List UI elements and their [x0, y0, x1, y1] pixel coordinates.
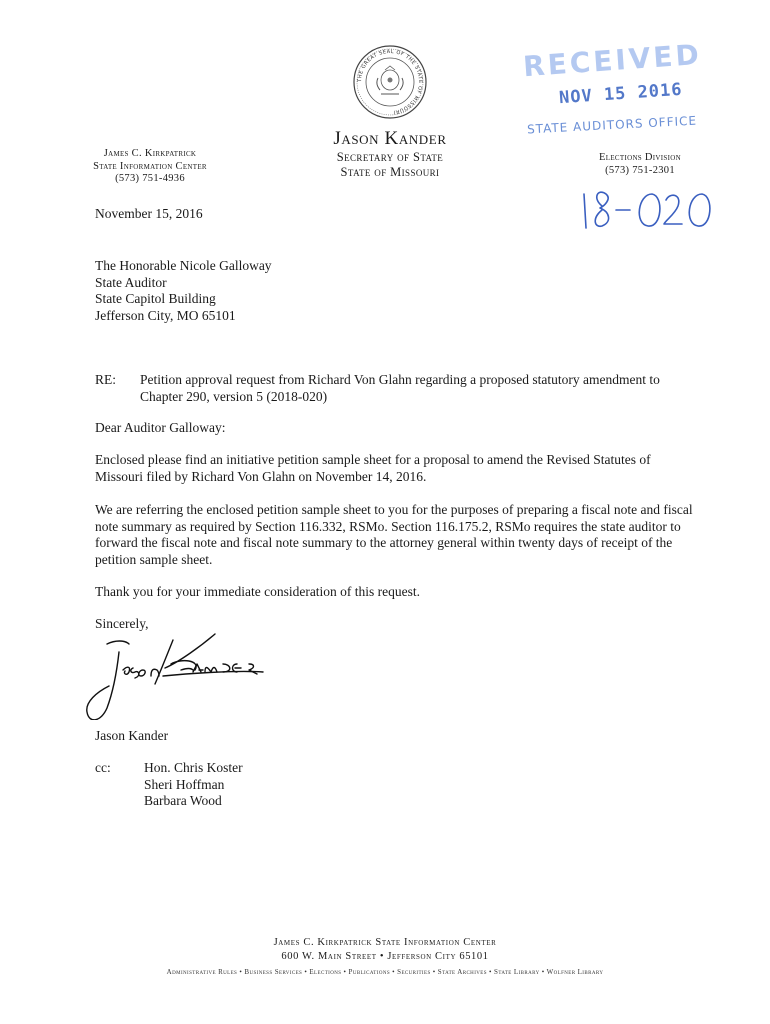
recipient-address	[95, 258, 272, 324]
re-label: RE:	[95, 372, 117, 387]
header-left-block	[60, 148, 240, 186]
header-right-block	[560, 152, 720, 177]
signer-name: Jason Kander	[95, 728, 169, 743]
header-right-line: Elections Division	[599, 152, 681, 163]
handwritten-signature	[85, 630, 275, 720]
footer-address: 600 W. Main Street • Jefferson City 65101	[281, 951, 489, 962]
stamp-date: NOV 15 2016	[558, 79, 684, 109]
header-left-line: (573) 751-4936	[115, 173, 185, 184]
body-paragraph: We are referring the enclosed petition sample sheet to you for the purposes of preparing a fiscal note and fiscal note summary as required by Section 116.332, RSMo. Section 116.175.2, RSMo requires the state auditor to forward the fiscal note and fiscal note summary to the attorney general within twenty days of receipt of the petition sample sheet.	[95, 502, 693, 567]
salutation: Dear Auditor Galloway:	[95, 420, 226, 435]
re-subject: Petition approval request from Richard Von Glahn regarding a proposed statutory amendment to Chapter 290, version 5 (2018-020)	[140, 372, 660, 404]
address-line: State Capitol Building	[95, 291, 216, 306]
cc-recipient: Hon. Chris Koster	[144, 760, 243, 775]
stamp-received-text: RECEIVED	[522, 37, 703, 84]
secretary-title: Secretary of State	[336, 150, 444, 164]
state-seal-icon	[352, 44, 428, 120]
secretary-state: State of Missouri	[340, 165, 440, 179]
footer-divisions: Administrative Rules • Business Services • Elections • Publications • Securities • State Archives • State Library • Wolfner Library	[166, 968, 604, 976]
header-left-line: James C. Kirkpatrick	[103, 148, 197, 159]
seal-text: THE GREAT SEAL OF THE STATE OF MISSOURI	[356, 48, 424, 115]
letterhead-footer	[0, 936, 770, 979]
received-stamp	[505, 37, 715, 150]
header-right-line: (573) 751-2301	[605, 164, 675, 176]
body-paragraph: Enclosed please find an initiative petition sample sheet for a proposal to amend the Revised Statutes of Missouri filed by Richard Von Glahn on November 14, 2016.	[95, 452, 651, 484]
closing: Sincerely,	[95, 616, 149, 631]
header-center-block	[300, 128, 480, 180]
footer-building: James C. Kirkpatrick State Information Center	[273, 937, 497, 948]
address-line: State Auditor	[95, 274, 167, 290]
letter-date: November 15, 2016	[95, 206, 203, 221]
address-line: Jefferson City, MO 65101	[95, 307, 236, 323]
cc-label: cc:	[95, 760, 111, 775]
stamp-office: STATE AUDITORS OFFICE	[526, 113, 698, 137]
address-line: The Honorable Nicole Galloway	[95, 258, 272, 273]
secretary-name: Jason Kander	[333, 128, 447, 149]
cc-recipient: Barbara Wood	[144, 793, 222, 808]
header-left-line: State Information Center	[93, 160, 207, 172]
handwritten-number	[578, 186, 718, 232]
cc-list	[144, 760, 243, 810]
cc-recipient: Sheri Hoffman	[144, 776, 225, 792]
body-paragraph: Thank you for your immediate consideration of this request.	[95, 584, 421, 599]
